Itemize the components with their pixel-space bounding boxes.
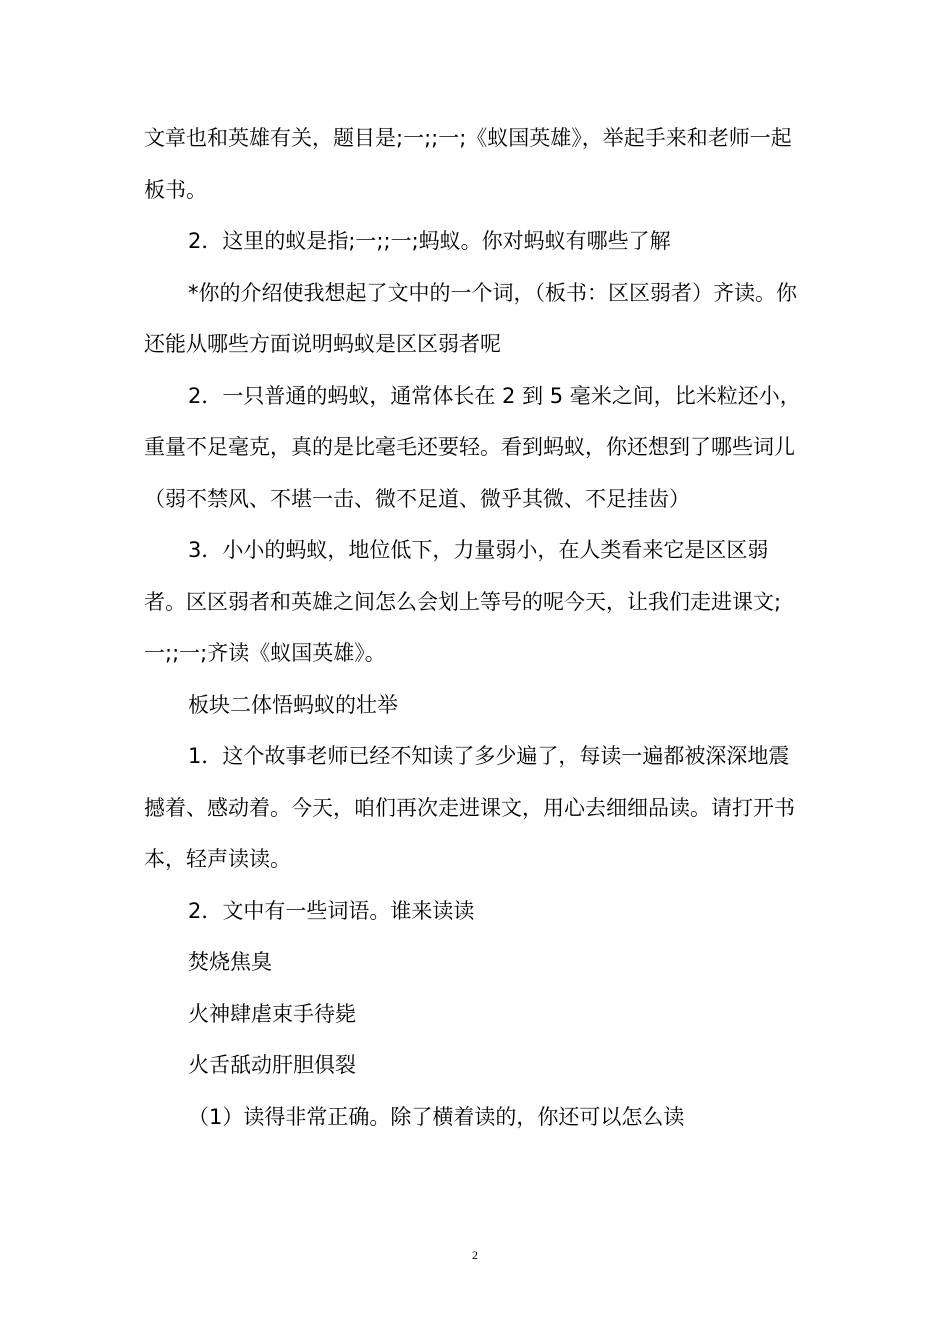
- paragraph-3: *你的介绍使我想起了文中的一个词，（板书：区区弱者）齐读。你还能从哪些方面说明蚂蚁是区区弱者呢: [144, 280, 797, 356]
- paragraph-5: 3．小小的蚂蚁，地位低下，力量弱小，在人类看来它是区区弱者。区区弱者和英雄之间怎么会划上等号的呢今天，让我们走进课文;一;;一;齐读《蚁国英雄》。: [144, 538, 782, 665]
- paragraph-8: 2．文中有一些词语。谁来读读: [188, 898, 475, 923]
- paragraph-4: 2．一只普通的蚂蚁，通常体长在 2 到 5 毫米之间，比米粒还小，重量不足毫克，真的是比毫毛还要轻。看到蚂蚁，你还想到了哪些词儿（弱不禁风、不堪一击、微不足道、微乎其微、不足挂齿）: [144, 383, 801, 511]
- word-row-3: 火舌舐动肝胆俱裂: [188, 1053, 356, 1077]
- paragraph-7: 1．这个故事老师已经不知读了多少遍了，每读一遍都被深深地震撼着、感动着。今天，咱们再次走进课文，用心去细细品读。请打开书本，轻声读读。: [144, 744, 795, 871]
- document-body: [144, 113, 806, 1143]
- word-row-1: 焚烧焦臭: [188, 950, 272, 974]
- paragraph-2: 2．这里的蚁是指;一;;一;蚂蚁。你对蚂蚁有哪些了解: [188, 229, 671, 253]
- page-number: 2: [472, 1248, 478, 1262]
- word-row-2: 火神肆虐束手待毙: [188, 1001, 356, 1026]
- paragraph-1: 文章也和英雄有关，题目是;一;;一;《蚁国英雄》，举起手来和老师一起板书。: [144, 126, 792, 202]
- section-heading: 板块二体悟蚂蚁的壮举: [188, 692, 398, 717]
- paragraph-12: （1）读得非常正确。除了横着读的，你还可以怎么读: [188, 1104, 685, 1129]
